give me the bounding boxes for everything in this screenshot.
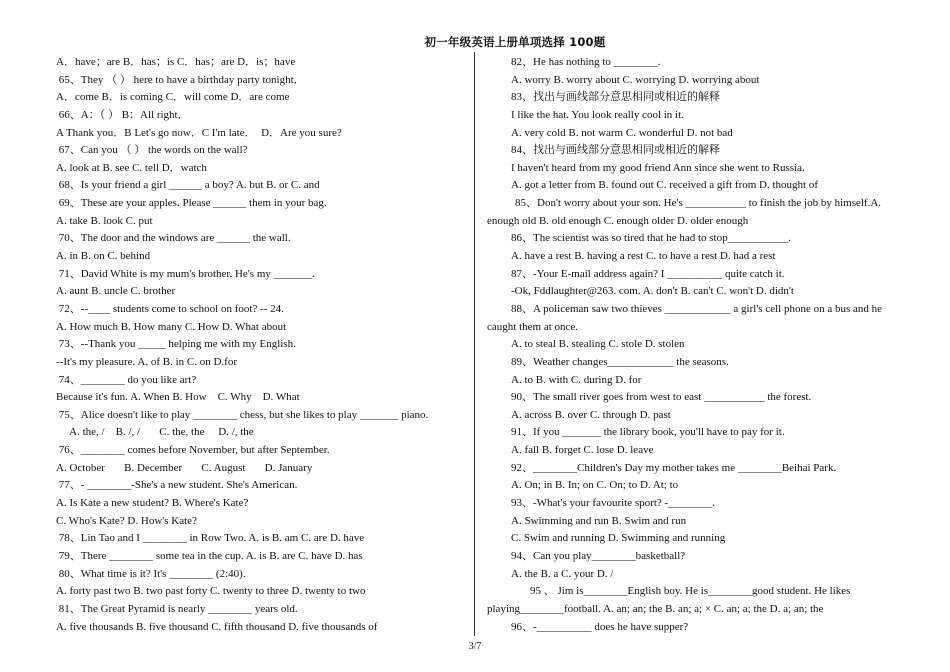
- text-line: 87、-Your E-mail address again? I __________ quite catch it.: [511, 267, 785, 280]
- text-line: caught them at once.: [487, 320, 579, 333]
- text-line: 72、--____ students come to school on foot? -- 24.: [56, 302, 284, 315]
- text-line: A. fall B. forget C. lose D. leave: [511, 444, 654, 457]
- text-line: A. October B. December C. August D. January: [56, 461, 313, 474]
- text-line: A. forty past two B. two past forty C. twenty to three D. twenty to two: [56, 585, 366, 598]
- text-line: A. the B. a C. your D. /: [511, 567, 614, 580]
- text-line: 65、They （ ） here to have a birthday party tonight．: [56, 73, 305, 86]
- text-line: A. the, / B. /, / C. the, the D. /, the: [56, 426, 254, 439]
- text-line: 66、A：（ ） B：All right．: [56, 108, 189, 121]
- text-line: I haven't heard from my good friend Ann since she went to Russia.: [511, 161, 805, 174]
- text-line: A. across B. over C. through D. past: [511, 408, 671, 421]
- text-line: Because it's fun. A. When B. How C. Why D. What: [56, 391, 300, 404]
- text-line: A．have；are B．has；is C．has；are D．is；have: [56, 56, 296, 68]
- text-line: A. Swimming and run B. Swim and run: [511, 514, 687, 527]
- text-line: C. Who's Kate? D. How's Kate?: [56, 514, 197, 527]
- text-line: A．come B．is coming C．will come D．are come: [56, 91, 290, 104]
- text-line: 81、The Great Pyramid is nearly ________ years old.: [56, 602, 298, 615]
- text-line: 67、Can you （ ） the words on the wall?: [56, 144, 248, 157]
- text-line: 75、Alice doesn't like to play ________ chess, but she likes to play _______ piano.: [56, 408, 429, 421]
- text-line: A. Is Kate a new student? B. Where's Kate?: [56, 497, 249, 510]
- text-line: 90、The small river goes from west to east ___________ the forest.: [511, 391, 812, 404]
- text-line: 78、Lin Tao and I ________ in Row Two. A. is B. am C. are D. have: [56, 532, 365, 545]
- text-line: A. take B. look C. put: [56, 214, 153, 227]
- text-line: --It's my pleasure. A. of B. in C. on D.for: [56, 355, 238, 368]
- text-line: A. worry B. worry about C. worrying D. worrying about: [511, 73, 760, 86]
- right-column: [487, 54, 918, 636]
- text-line: A Thank you．B Let's go now．C I'm late． D．Are you sure?: [56, 126, 342, 139]
- text-line: 95 、 Jim is________English boy. He is________good student. He likes: [530, 585, 851, 598]
- text-line: A. very cold B. not warm C. wonderful D. not bad: [511, 126, 733, 139]
- text-line: A. to B. with C. during D. for: [511, 373, 642, 386]
- text-line: 88、A policeman saw two thieves ____________ a girl's cell phone on a bus and he: [511, 302, 883, 315]
- text-line: 92、________Children's Day my mother takes me ________Beihai Park.: [511, 461, 837, 474]
- page-title: 初一年级英语上册单项选择 100题: [424, 35, 606, 49]
- text-line: 76、________ comes before November, but after September.: [56, 444, 330, 457]
- text-line: A. have a rest B. having a rest C. to have a rest D. had a rest: [511, 250, 776, 263]
- text-line: A. aunt B. uncle C. brother: [56, 285, 176, 298]
- text-line: 70、The door and the windows are ______ the wall.: [56, 232, 291, 245]
- text-line: 77、- ________-She's a new student. She's American.: [56, 479, 298, 492]
- text-line: C. Swim and running D. Swimming and running: [511, 532, 726, 545]
- column-divider: [474, 52, 475, 636]
- text-line: A. in B. on C. behind: [56, 250, 151, 263]
- text-line: 93、-What's your favourite sport? -________.: [511, 497, 715, 510]
- text-line: 84、找出与画线部分意思相同或相近的解释: [511, 144, 720, 157]
- text-line: 94、Can you play________basketball?: [511, 549, 686, 562]
- text-line: A. On; in B. In; on C. On; to D. At; to: [511, 479, 679, 492]
- text-line: A. got a letter from B. found out C. received a gift from D. thought of: [511, 179, 819, 192]
- text-line: 89、Weather changes____________ the seasons.: [511, 355, 729, 368]
- text-line: A. five thousands B. five thousand C. fifth thousand D. five thousands of: [56, 620, 378, 633]
- text-line: I like the hat. You look really cool in it.: [511, 108, 684, 121]
- text-line: 85、Don't worry about your son. He's ___________ to finish the job by himself.A.: [515, 197, 882, 210]
- text-line: 82、He has nothing to ________.: [511, 56, 661, 68]
- text-line: 80、What time is it? It's ________ (2:40).: [56, 567, 246, 580]
- text-line: 69、These are your apples. Please ______ them in your bag.: [56, 197, 327, 210]
- text-line: 91、If you _______ the library book, you'll have to pay for it.: [511, 426, 785, 439]
- page-number: 3/7: [468, 641, 482, 652]
- text-line: playing________football. A. an; an; the B. an; a; × C. an; a; the D. a; an; the: [487, 602, 824, 615]
- text-line: 68、Is your friend a girl ______ a boy? A. but B. or C. and: [56, 179, 320, 192]
- text-line: A. to steal B. stealing C. stole D. stolen: [511, 338, 685, 351]
- text-line: 96、-__________ does he have supper?: [511, 620, 689, 633]
- text-line: 83、找出与画线部分意思相同或相近的解释: [511, 91, 720, 104]
- text-line: A. look at B. see C. tell D．watch: [56, 161, 207, 174]
- text-line: -Ok, Fddlaughter@263. com. A. don't B. can't C. won't D. didn't: [511, 285, 794, 298]
- text-line: 74、________ do you like art?: [56, 373, 197, 386]
- text-line: enough old B. old enough C. enough older D. older enough: [487, 214, 749, 227]
- text-line: 73、--Thank you _____ helping me with my English.: [56, 338, 296, 351]
- text-line: 71、David White is my mum's brother. He's my _______.: [56, 267, 315, 280]
- text-line: A. How much B. How many C. How D. What about: [56, 320, 287, 333]
- text-line: 86、The scientist was so tired that he had to stop___________.: [511, 232, 791, 245]
- text-line: 79、There ________ some tea in the cup. A. is B. are C. have D. has: [56, 549, 363, 562]
- left-column: [56, 54, 460, 636]
